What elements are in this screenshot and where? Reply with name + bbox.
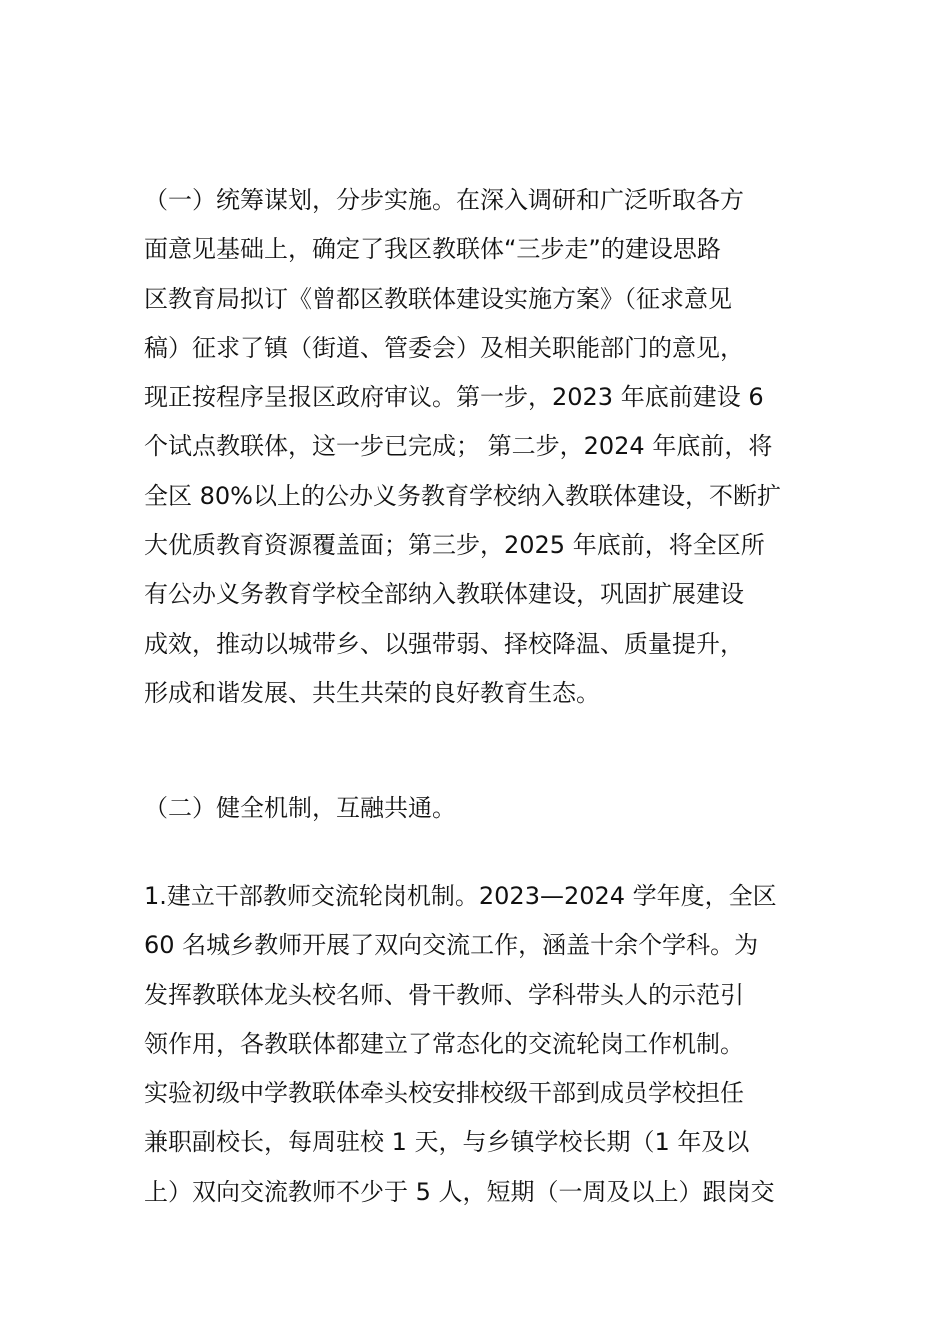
- text-line: 实验初级中学教联体牵头校安排校级干部到成员学校担任: [144, 1079, 744, 1108]
- text-line: 成效，推动以城带乡、以强带弱、择校降温、质量提升，: [144, 629, 744, 658]
- text-line: 个试点教联体，这一步已完成； 第二步，2024 年底前，将: [144, 432, 773, 461]
- text-line: 全区 80%以上的公办义务教育学校纳入教联体建设，不断扩: [144, 481, 781, 510]
- text-line: （一）统筹谋划，分步实施。在深入调研和广泛听取各方: [144, 186, 744, 214]
- text-line: 现正按程序呈报区政府审议。第一步，2023 年底前建设 6: [144, 383, 764, 412]
- text-line: 大优质教育资源覆盖面；第三步，2025 年底前，将全区所: [144, 531, 765, 560]
- section-heading-mechanism: [144, 784, 816, 833]
- text-line: 有公办义务教育学校全部纳入教联体建设，巩固扩展建设: [144, 580, 744, 609]
- paragraph-planning: [144, 176, 816, 718]
- paragraph-rotation-mechanism: [144, 872, 816, 1217]
- text-line: 领作用，各教联体都建立了常态化的交流轮岗工作机制。: [144, 1029, 744, 1058]
- text-line: 兼职副校长，每周驻校 1 天，与乡镇学校长期（1 年及以: [144, 1128, 750, 1157]
- text-line: 1.建立干部教师交流轮岗机制。2023—2024 学年度，全区: [144, 882, 777, 910]
- text-line: 60 名城乡教师开展了双向交流工作，涵盖十余个学科。为: [144, 931, 759, 960]
- text-line: 区教育局拟订《曾都区教联体建设实施方案》（征求意见: [144, 284, 732, 313]
- text-line: 面意见基础上，确定了我区教联体“三步走”的建设思路: [144, 235, 721, 264]
- text-line: 上）双向交流教师不少于 5 人，短期（一周及以上）跟岗交: [144, 1177, 775, 1206]
- text-line: 发挥教联体龙头校名师、骨干教师、学科带头人的示范引: [144, 980, 744, 1009]
- section-heading: （二）健全机制，互融共通。: [144, 794, 456, 822]
- text-line: 稿）征求了镇（街道、管委会）及相关职能部门的意见，: [144, 333, 744, 362]
- text-line: 形成和谐发展、共生共荣的良好教育生态。: [144, 678, 600, 707]
